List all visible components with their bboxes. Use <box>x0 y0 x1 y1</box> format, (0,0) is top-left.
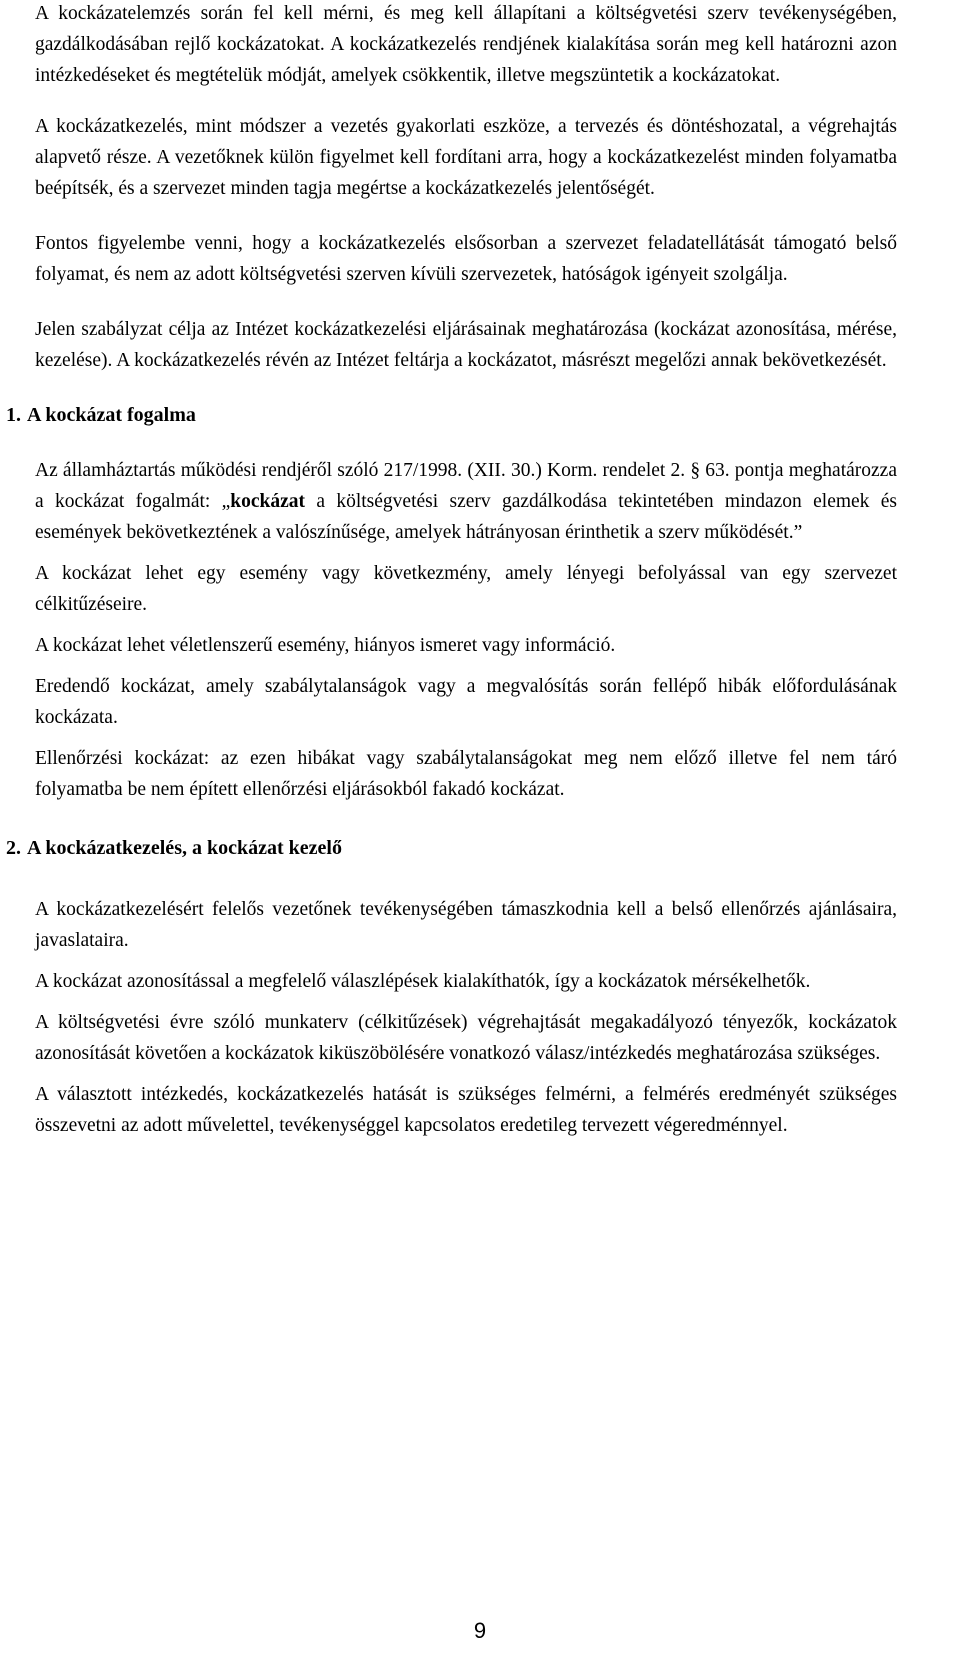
section-1-title: A kockázat fogalma <box>27 404 196 426</box>
section-2-number: 2. <box>6 837 21 859</box>
section-1-paragraph-2: A kockázat lehet véletlenszerű esemény, hiányos ismeret vagy információ. <box>35 635 616 656</box>
definition-term: kockázat <box>230 491 306 512</box>
document-page <box>6 0 897 1141</box>
section-1-number: 1. <box>6 404 21 426</box>
intro-paragraph-2: A kockázatkezelés, mint módszer a vezetés gyakorlati eszköze, a tervezés és döntéshozatal, a végrehajtás alapvető része. A vezetőknek külön figyelmet kell fordítani arra, hogy a kockázatkezelést minden folyamatba beépítsék, és a szervezet minden tagja megértse a kockázatkezelés jelentőségét. <box>35 116 897 199</box>
section-2-paragraph-1: A kockázatkezelésért felelős vezetőnek tevékenységében támaszkodnia kell a belső ellenőrzés ajánlásaira, javaslataira. <box>35 899 897 951</box>
section-2-heading <box>6 833 897 864</box>
section-1-paragraph-3: Eredendő kockázat, amely szabálytalanságok vagy a megvalósítás során fellépő hibák előfordulásának kockázata. <box>35 676 897 728</box>
intro-paragraph-3: Fontos figyelembe venni, hogy a kockázatkezelés elsősorban a szervezet feladatellátását támogató belső folyamat, és nem az adott költségvetési szerven kívüli szervezetek, hatóságok igényeit szolgálja. <box>35 233 897 285</box>
section-1-paragraph-4: Ellenőrzési kockázat: az ezen hibákat vagy szabálytalanságokat meg nem előző illetve fel nem táró folyamatba be nem épített ellenőrzési eljárásokból fakadó kockázat. <box>35 748 897 800</box>
section-1-definition <box>35 455 897 548</box>
section-2-paragraph-2: A kockázat azonosítással a megfelelő válaszlépések kialakíthatók, így a kockázatok mérsékelhetők. <box>35 971 811 992</box>
intro-paragraph-4: Jelen szabályzat célja az Intézet kockázatkezelési eljárásainak meghatározása (kockázat azonosítása, mérése, kezelése). A kockázatkezelés révén az Intézet feltárja a kockázatot, másrészt megelőzi annak bekövetkezését. <box>35 319 897 371</box>
intro-paragraph-1: A kockázatelemzés során fel kell mérni, és meg kell állapítani a költségvetési szerv tevékenységében, gazdálkodásában rejlő kockázatokat. A kockázatkezelés rendjének kialakítása során meg kell határozni azon intézkedéseket és megtételük módját, amelyek csökkentik, illetve megszüntetik a kockázatokat. <box>35 3 897 86</box>
definition-text-start: Az államháztartás működési rendjéről szóló 217/1998. (XII. 30.) Korm. rendelet 2. § 63. pontja meghatározza a kockázat fogalmát: „ <box>35 460 897 512</box>
page-number: 9 <box>473 1618 487 1643</box>
section-1-heading <box>6 400 897 431</box>
section-2-paragraph-3: A költségvetési évre szóló munkaterv (célkitűzések) végrehajtását megakadályozó tényezők, kockázatok azonosítását követően a kockázatok kiküszöbölésére vonatkozó válasz/intézkedés meghatározása szükséges. <box>35 1012 897 1064</box>
section-2-paragraph-4: A választott intézkedés, kockázatkezelés hatását is szükséges felmérni, a felmérés eredményét szükséges összevetni az adott művelettel, tevékenységgel kapcsolatos eredetileg tervezett végeredménnyel. <box>35 1084 897 1136</box>
section-1-paragraph-1: A kockázat lehet egy esemény vagy következmény, amely lényegi befolyással van egy szervezet célkitűzéseire. <box>35 563 897 615</box>
section-2-title: A kockázatkezelés, a kockázat kezelő <box>27 837 342 859</box>
definition-text-end: a költségvetési szerv gazdálkodása tekintetében mindazon elemek és események bekövetkeztének a valószínűsége, amelyek hátrányosan érinthetik a szerv működését.” <box>35 491 897 543</box>
